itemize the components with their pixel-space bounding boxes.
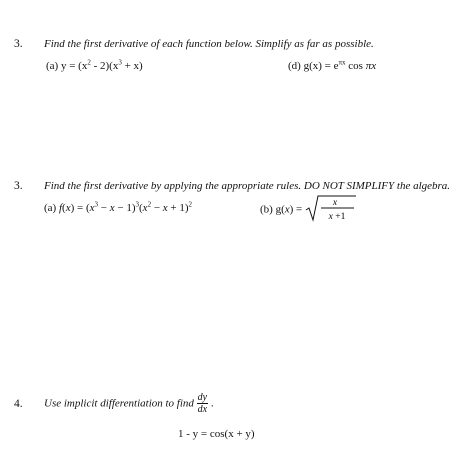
part-b [260,194,357,225]
fraction-denominator: dx [197,404,208,415]
svg-text:x +1: x +1 [328,212,346,222]
period: . [210,397,214,410]
problem-instruction: Use implicit differentiation to find [44,397,194,410]
problem-instruction: Find the first derivative of each function below. Simplify as far as possible. [44,38,374,50]
part-a [44,202,192,214]
sqrt-fraction [305,194,357,225]
part-a [46,60,143,72]
implicit-equation: 1 - y = cos(x + y) [178,428,255,440]
problem-instruction-line [44,392,214,415]
part-d [288,60,376,72]
part-label: (b) [260,203,273,216]
part-expression: $g(x) = e^{\pi x}$ cos πx [303,58,377,72]
problem-instruction: Find the first derivative by applying the appropriate rules. DO NOT SIMPLIFY the algebra. [44,180,451,192]
part-label: (a) [44,202,57,214]
radical-sign-icon [305,194,357,222]
problem-number: 3. [14,38,23,50]
problem-number: 4. [14,398,23,410]
part-expression: $f(x) = (x^3 - x - 1)^3(x^2 - x + 1)^2$ [58,200,193,214]
dy-dx-fraction [197,392,208,415]
fraction-numerator: dy [197,392,208,403]
svg-text:x: x [332,198,338,208]
part-expression: $y = (x^2 - 2)(x^3 + x)$ [60,58,143,72]
problem-number: 3. [14,180,23,192]
part-label: (d) [288,60,301,72]
part-expression: g(x) = [275,203,303,216]
part-label: (a) [46,60,59,72]
